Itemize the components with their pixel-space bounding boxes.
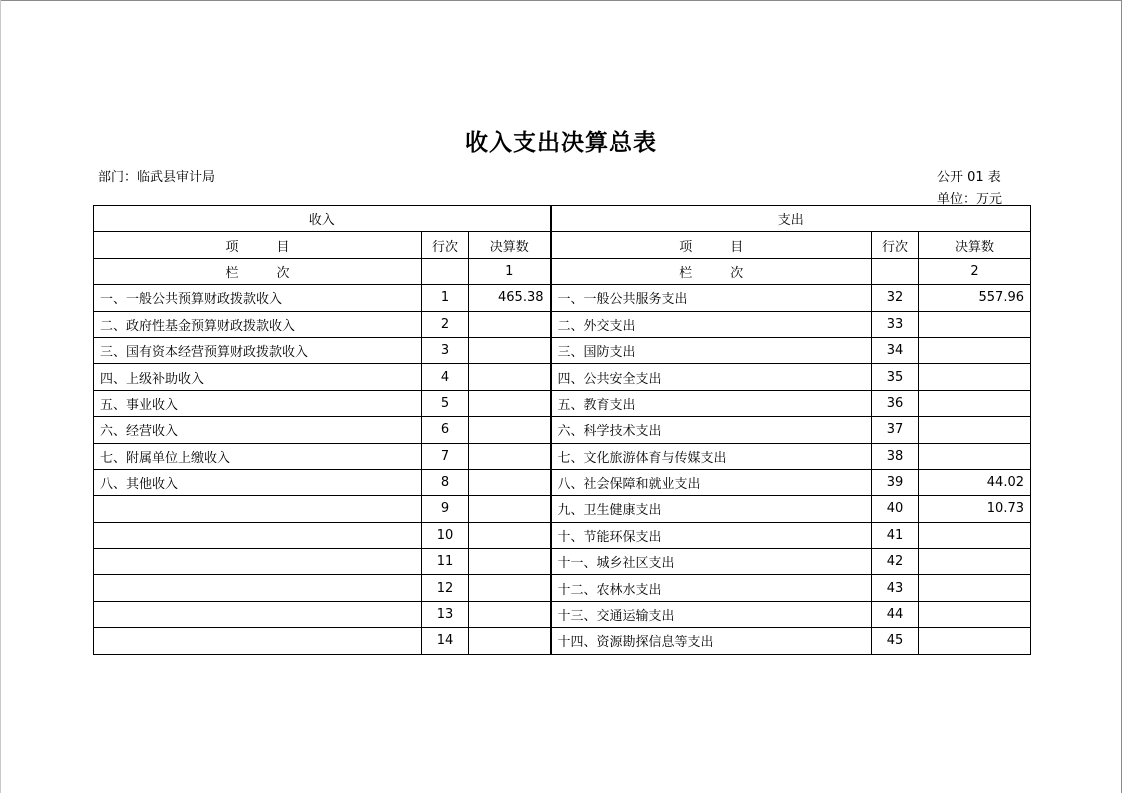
income-amount-cell [469, 390, 551, 416]
income-amount-cell [469, 522, 551, 548]
income-row-no-header: 行次 [422, 232, 469, 258]
income-item-cell: 二、政府性基金预算财政拨款收入 [94, 311, 422, 337]
column-number-row [94, 258, 1031, 284]
expense-amount-header: 决算数 [919, 232, 1031, 258]
expense-row-no-cell: 44 [872, 601, 919, 627]
income-amount-cell [469, 311, 551, 337]
income-column-label [94, 258, 422, 284]
table-row [94, 601, 1031, 627]
expense-row-no-cell: 45 [872, 628, 919, 654]
expense-row-no-cell: 39 [872, 469, 919, 495]
income-amount-cell [469, 469, 551, 495]
expense-row-no-cell: 43 [872, 575, 919, 601]
expense-item-cell: 五、教育支出 [551, 390, 872, 416]
expense-item-cell: 二、外交支出 [551, 311, 872, 337]
income-section-header: 收入 [94, 206, 551, 232]
expense-item-cell: 十、节能环保支出 [551, 522, 872, 548]
expense-row-no-header: 行次 [872, 232, 919, 258]
income-item-cell [94, 549, 422, 575]
table-row [94, 522, 1031, 548]
income-expense-table [93, 205, 1031, 655]
income-item-cell: 七、附属单位上缴收入 [94, 443, 422, 469]
expense-item-cell: 十四、资源勘探信息等支出 [551, 628, 872, 654]
expense-item-cell: 一、一般公共服务支出 [551, 285, 872, 311]
expense-amount-cell [919, 390, 1031, 416]
income-amount-cell: 465.38 [469, 285, 551, 311]
income-column-row-blank [422, 258, 469, 284]
income-amount-cell [469, 601, 551, 627]
table-row [94, 364, 1031, 390]
column-header-row [94, 232, 1031, 258]
expense-item-cell: 九、卫生健康支出 [551, 496, 872, 522]
income-row-no-cell: 12 [422, 575, 469, 601]
table-row [94, 496, 1031, 522]
income-row-no-cell: 14 [422, 628, 469, 654]
income-amount-cell [469, 417, 551, 443]
income-amount-cell [469, 337, 551, 363]
expense-amount-cell: 557.96 [919, 285, 1031, 311]
item-header-char-a: 项 [679, 239, 693, 255]
expense-amount-cell [919, 628, 1031, 654]
income-item-cell: 三、国有资本经营预算财政拨款收入 [94, 337, 422, 363]
column-label-char-b: 次 [730, 265, 744, 281]
form-number: 公开 01 表 [937, 170, 1001, 185]
income-row-no-cell: 3 [422, 337, 469, 363]
expense-item-cell: 七、文化旅游体育与传媒支出 [551, 443, 872, 469]
table-row [94, 390, 1031, 416]
page-border-left [0, 0, 1, 793]
table-row [94, 337, 1031, 363]
income-item-cell: 一、一般公共预算财政拨款收入 [94, 285, 422, 311]
department-label: 部门：临武县审计局 [98, 170, 216, 185]
item-header-char-b: 目 [730, 239, 744, 255]
expense-amount-cell [919, 417, 1031, 443]
expense-item-cell: 十三、交通运输支出 [551, 601, 872, 627]
expense-section-header: 支出 [551, 206, 1031, 232]
unit-label: 单位：万元 [937, 192, 1003, 207]
income-row-no-cell: 9 [422, 496, 469, 522]
expense-row-no-cell: 38 [872, 443, 919, 469]
expense-item-cell: 四、公共安全支出 [551, 364, 872, 390]
income-column-number: 1 [469, 258, 551, 284]
income-item-cell [94, 575, 422, 601]
expense-row-no-cell: 40 [872, 496, 919, 522]
page-title: 收入支出决算总表 [465, 130, 657, 156]
expense-column-label [551, 258, 872, 284]
section-header-row [94, 206, 1031, 232]
expense-item-cell: 六、科学技术支出 [551, 417, 872, 443]
income-item-cell [94, 496, 422, 522]
expense-row-no-cell: 37 [872, 417, 919, 443]
expense-row-no-cell: 36 [872, 390, 919, 416]
expense-amount-cell: 44.02 [919, 469, 1031, 495]
item-header-char-b: 目 [276, 239, 290, 255]
expense-item-cell: 十二、农林水支出 [551, 575, 872, 601]
income-row-no-cell: 8 [422, 469, 469, 495]
table-row [94, 628, 1031, 654]
expense-column-row-blank [872, 258, 919, 284]
income-row-no-cell: 5 [422, 390, 469, 416]
table-row [94, 549, 1031, 575]
income-amount-cell [469, 575, 551, 601]
expense-amount-cell [919, 575, 1031, 601]
column-label-char-a: 栏 [225, 265, 239, 281]
income-row-no-cell: 6 [422, 417, 469, 443]
expense-amount-cell [919, 522, 1031, 548]
table-row [94, 575, 1031, 601]
income-row-no-cell: 1 [422, 285, 469, 311]
expense-row-no-cell: 42 [872, 549, 919, 575]
expense-item-header [551, 232, 872, 258]
expense-column-number: 2 [919, 258, 1031, 284]
column-label-char-b: 次 [276, 265, 290, 281]
income-item-cell [94, 601, 422, 627]
income-row-no-cell: 10 [422, 522, 469, 548]
income-item-cell: 六、经营收入 [94, 417, 422, 443]
expense-row-no-cell: 32 [872, 285, 919, 311]
expense-amount-cell [919, 311, 1031, 337]
income-row-no-cell: 4 [422, 364, 469, 390]
income-amount-cell [469, 628, 551, 654]
income-row-no-cell: 13 [422, 601, 469, 627]
expense-row-no-cell: 41 [872, 522, 919, 548]
income-item-cell [94, 628, 422, 654]
income-amount-cell [469, 496, 551, 522]
income-item-cell: 五、事业收入 [94, 390, 422, 416]
expense-amount-cell: 10.73 [919, 496, 1031, 522]
expense-amount-cell [919, 364, 1031, 390]
expense-row-no-cell: 35 [872, 364, 919, 390]
table-row [94, 417, 1031, 443]
item-header-char-a: 项 [225, 239, 239, 255]
table-row [94, 285, 1031, 311]
table-row [94, 469, 1031, 495]
expense-amount-cell [919, 337, 1031, 363]
page-border-top [0, 0, 1122, 1]
income-row-no-cell: 7 [422, 443, 469, 469]
income-item-cell [94, 522, 422, 548]
table-row [94, 443, 1031, 469]
income-item-header [94, 232, 422, 258]
income-row-no-cell: 2 [422, 311, 469, 337]
income-item-cell: 四、上级补助收入 [94, 364, 422, 390]
expense-amount-cell [919, 443, 1031, 469]
income-row-no-cell: 11 [422, 549, 469, 575]
expense-item-cell: 八、社会保障和就业支出 [551, 469, 872, 495]
table-row [94, 311, 1031, 337]
expense-row-no-cell: 34 [872, 337, 919, 363]
expense-row-no-cell: 33 [872, 311, 919, 337]
income-amount-cell [469, 443, 551, 469]
expense-item-cell: 三、国防支出 [551, 337, 872, 363]
column-label-char-a: 栏 [679, 265, 693, 281]
income-amount-header: 决算数 [469, 232, 551, 258]
income-amount-cell [469, 549, 551, 575]
expense-amount-cell [919, 549, 1031, 575]
expense-amount-cell [919, 601, 1031, 627]
income-amount-cell [469, 364, 551, 390]
expense-item-cell: 十一、城乡社区支出 [551, 549, 872, 575]
income-item-cell: 八、其他收入 [94, 469, 422, 495]
